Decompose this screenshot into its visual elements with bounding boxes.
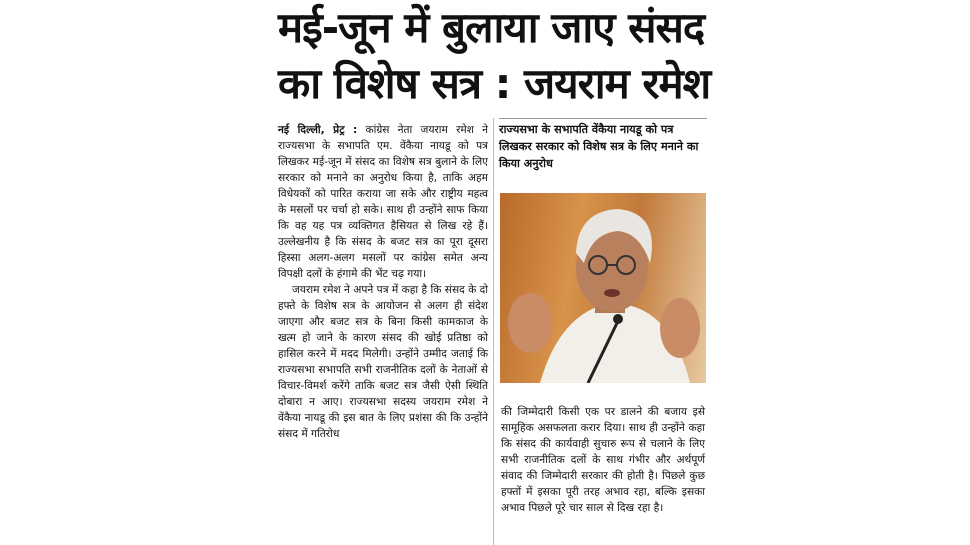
headline	[278, 0, 711, 112]
article-paragraph-1-text: कांग्रेस नेता जयराम रमेश ने राज्यसभा के सभापति एम. वेंकैया नायडू को पत्र लिखकर मई-जून में संसद का विशेष सत्र बुलाने के लिए सरकार को मनाने का अनुरोध किया है, ताकि अहम विधेयकों को पारित कराया जा सके और राष्ट्रीय महत्व के मसलों पर चर्चा हो सके। साथ ही उन्होंने साफ किया कि वह यह पत्र व्यक्तिगत हैसियत से लिख रहे हैं। उल्लेखनीय है कि संसद के बजट सत्र का पूरा दूसरा हिस्सा अलग-अलग मसलों पर कांग्रेस समेत अन्य विपक्षी दलों के हंगामे की भेंट चढ़ गया।	[278, 124, 488, 280]
speaker-illustration	[500, 193, 706, 383]
pull-quote: राज्यसभा के सभापति वेंकैया नायडू को पत्र लिखकर सरकार को विशेष सत्र के लिए मनाने का किया अनुरोध	[499, 118, 707, 172]
column-divider	[493, 118, 494, 545]
article-column-left	[278, 122, 488, 442]
jairam-ramesh-photo	[500, 193, 706, 383]
article-paragraph-1	[278, 122, 488, 282]
article-paragraph-3: की जिम्मेदारी किसी एक पर डालने की बजाय इसे सामूहिक असफलता करार दिया। साथ ही उन्होंने कहा कि संसद की कार्यवाही सुचारु रूप से चलाने के लिए सभी राजनीतिक दलों के साथ गंभीर और अर्थपूर्ण संवाद की जिम्मेदारी सरकार की होती है। पिछले कुछ हफ्तों में इसका पूरी तरह अभाव रहा, बल्कि इसका अभाव पिछले पूरे चार साल से दिख रहा है।	[501, 406, 705, 514]
headline-line-1: मई-जून में बुलाया जाए संसद	[278, 3, 705, 52]
article-paragraph-2: जयराम रमेश ने अपने पत्र में कहा है कि संसद के दो हफ्ते के विशेष सत्र के आयोजन से अलग ही संदेश जाएगा और बजट सत्र के बिना किसी कामकाज के खत्म हो जाने के कारण संसद की खोई प्रतिष्ठा को हासिल करने में मदद मिलेगी। उन्होंने उम्मीद जताई कि राज्यसभा सभापति सभी राजनीतिक दलों के नेताओं से विचार-विमर्श करेंगे ताकि बजट सत्र जैसी ऐसी स्थिति दोबारा न आए। राज्यसभा सदस्य जयराम रमेश ने वेंकैया नायडू की इस बात के लिए प्रशंसा की कि उन्होंने संसद में गतिरोध	[278, 284, 488, 440]
article-column-right	[501, 404, 705, 516]
headline-line-2: का विशेष सत्र : जयराम रमेश	[278, 59, 711, 108]
dateline: नई दिल्ली, प्रेट्र :	[278, 124, 358, 136]
news-clipping	[268, 0, 713, 545]
